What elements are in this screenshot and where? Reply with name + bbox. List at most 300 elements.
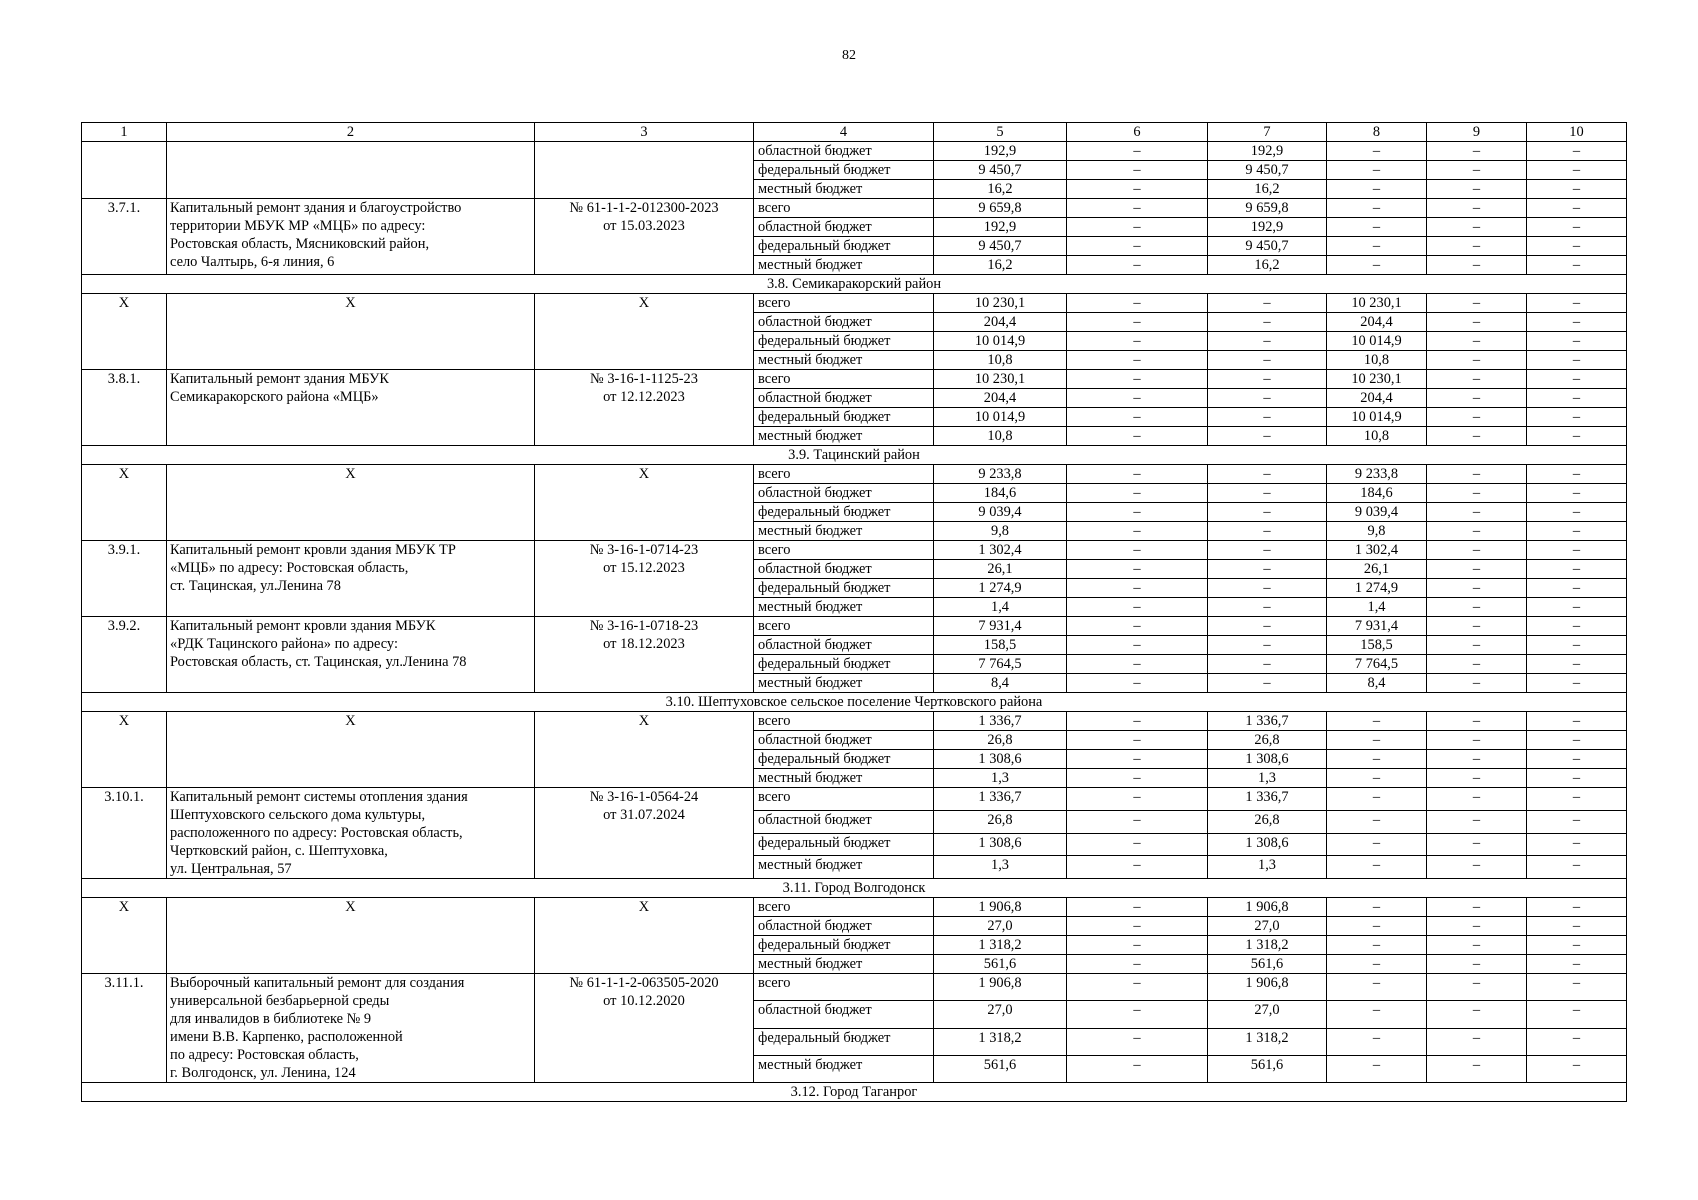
amount-cell: 10 230,1: [934, 294, 1067, 313]
amount-cell: –: [1427, 712, 1527, 731]
amount-cell: 1,3: [934, 856, 1067, 879]
funding-source: местный бюджет: [754, 351, 934, 370]
funding-source: федеральный бюджет: [754, 655, 934, 674]
amount-cell: –: [1527, 427, 1627, 446]
funding-source: областной бюджет: [754, 1001, 934, 1028]
funding-source: местный бюджет: [754, 256, 934, 275]
item-name: Х: [167, 294, 535, 370]
amount-cell: 10 014,9: [1327, 408, 1427, 427]
amount-cell: –: [1067, 522, 1208, 541]
amount-cell: –: [1527, 180, 1627, 199]
amount-cell: 192,9: [934, 218, 1067, 237]
table-row: [82, 788, 1627, 811]
funding-source: местный бюджет: [754, 674, 934, 693]
amount-cell: 7 931,4: [1327, 617, 1427, 636]
amount-cell: –: [1067, 731, 1208, 750]
amount-cell: 1,4: [934, 598, 1067, 617]
amount-cell: 9 233,8: [1327, 465, 1427, 484]
amount-cell: –: [1327, 199, 1427, 218]
amount-cell: –: [1427, 731, 1527, 750]
amount-cell: 1 906,8: [934, 898, 1067, 917]
amount-cell: 9,8: [934, 522, 1067, 541]
funding-source: областной бюджет: [754, 389, 934, 408]
amount-cell: 9 659,8: [1208, 199, 1327, 218]
amount-cell: 9 233,8: [934, 465, 1067, 484]
item-document: № 3-16-1-0718-23 от 18.12.2023: [535, 617, 754, 693]
amount-cell: –: [1527, 674, 1627, 693]
amount-cell: –: [1527, 898, 1627, 917]
item-name: Капитальный ремонт здания и благоустройство территории МБУК МР «МЦБ» по адресу: Ростовская область, Мясниковский район, село Чалтырь, 6-я линия, 6: [167, 199, 535, 275]
amount-cell: –: [1427, 856, 1527, 879]
amount-cell: –: [1527, 1055, 1627, 1082]
amount-cell: –: [1427, 617, 1527, 636]
item-document: № 3-16-1-0564-24 от 31.07.2024: [535, 788, 754, 879]
table-row: [82, 898, 1627, 917]
column-header: 5: [934, 123, 1067, 142]
amount-cell: –: [1067, 408, 1208, 427]
section-row: [82, 879, 1627, 898]
funding-source: местный бюджет: [754, 522, 934, 541]
amount-cell: 561,6: [934, 1055, 1067, 1082]
amount-cell: –: [1527, 256, 1627, 275]
amount-cell: –: [1527, 294, 1627, 313]
amount-cell: 10 230,1: [1327, 294, 1427, 313]
funding-source: федеральный бюджет: [754, 503, 934, 522]
amount-cell: –: [1067, 427, 1208, 446]
amount-cell: –: [1527, 617, 1627, 636]
amount-cell: –: [1208, 617, 1327, 636]
amount-cell: 1 906,8: [1208, 898, 1327, 917]
amount-cell: –: [1527, 579, 1627, 598]
amount-cell: 204,4: [1327, 389, 1427, 408]
amount-cell: –: [1327, 731, 1427, 750]
amount-cell: –: [1527, 408, 1627, 427]
funding-source: федеральный бюджет: [754, 833, 934, 856]
amount-cell: 7 931,4: [934, 617, 1067, 636]
amount-cell: –: [1427, 256, 1527, 275]
amount-cell: –: [1067, 465, 1208, 484]
amount-cell: 9 450,7: [934, 161, 1067, 180]
amount-cell: 10,8: [1327, 427, 1427, 446]
item-document: Х: [535, 465, 754, 541]
amount-cell: –: [1427, 898, 1527, 917]
amount-cell: 7 764,5: [934, 655, 1067, 674]
amount-cell: 9 450,7: [934, 237, 1067, 256]
amount-cell: –: [1427, 917, 1527, 936]
table-row: [82, 712, 1627, 731]
amount-cell: –: [1327, 256, 1427, 275]
amount-cell: –: [1427, 788, 1527, 811]
item-number: 3.11.1.: [82, 974, 167, 1083]
funding-source: местный бюджет: [754, 856, 934, 879]
section-title: 3.8. Семикаракорский район: [82, 275, 1627, 294]
item-document: № 3-16-1-1125-23 от 12.12.2023: [535, 370, 754, 446]
amount-cell: –: [1327, 810, 1427, 833]
amount-cell: 192,9: [1208, 218, 1327, 237]
amount-cell: –: [1208, 370, 1327, 389]
amount-cell: –: [1067, 598, 1208, 617]
amount-cell: –: [1067, 955, 1208, 974]
amount-cell: 10,8: [934, 427, 1067, 446]
amount-cell: 27,0: [1208, 917, 1327, 936]
amount-cell: –: [1327, 917, 1427, 936]
amount-cell: –: [1427, 750, 1527, 769]
item-document: Х: [535, 294, 754, 370]
amount-cell: 1 274,9: [934, 579, 1067, 598]
funding-source: всего: [754, 541, 934, 560]
amount-cell: 1 308,6: [934, 833, 1067, 856]
funding-source: всего: [754, 788, 934, 811]
amount-cell: 10 014,9: [934, 332, 1067, 351]
amount-cell: 26,1: [1327, 560, 1427, 579]
amount-cell: –: [1067, 833, 1208, 856]
amount-cell: –: [1527, 465, 1627, 484]
funding-source: местный бюджет: [754, 180, 934, 199]
column-header: 3: [535, 123, 754, 142]
amount-cell: –: [1067, 810, 1208, 833]
section-row: [82, 275, 1627, 294]
amount-cell: –: [1067, 769, 1208, 788]
amount-cell: –: [1527, 161, 1627, 180]
amount-cell: –: [1427, 503, 1527, 522]
amount-cell: –: [1427, 218, 1527, 237]
section-title: 3.9. Тацинский район: [82, 446, 1627, 465]
amount-cell: –: [1427, 810, 1527, 833]
funding-source: федеральный бюджет: [754, 408, 934, 427]
amount-cell: 1 308,6: [934, 750, 1067, 769]
amount-cell: 16,2: [934, 180, 1067, 199]
amount-cell: –: [1427, 180, 1527, 199]
amount-cell: –: [1067, 370, 1208, 389]
amount-cell: –: [1527, 1001, 1627, 1028]
amount-cell: –: [1327, 237, 1427, 256]
amount-cell: –: [1327, 898, 1427, 917]
amount-cell: –: [1327, 856, 1427, 879]
amount-cell: –: [1427, 484, 1527, 503]
amount-cell: –: [1067, 617, 1208, 636]
amount-cell: –: [1527, 936, 1627, 955]
amount-cell: –: [1527, 712, 1627, 731]
amount-cell: 9 659,8: [934, 199, 1067, 218]
amount-cell: 9 450,7: [1208, 161, 1327, 180]
funding-source: федеральный бюджет: [754, 237, 934, 256]
table-row: [82, 974, 1627, 1001]
amount-cell: –: [1208, 522, 1327, 541]
amount-cell: 27,0: [1208, 1001, 1327, 1028]
amount-cell: 26,1: [934, 560, 1067, 579]
amount-cell: 192,9: [1208, 142, 1327, 161]
amount-cell: 1 302,4: [1327, 541, 1427, 560]
funding-source: федеральный бюджет: [754, 161, 934, 180]
amount-cell: –: [1527, 313, 1627, 332]
page-number: 82: [842, 48, 856, 63]
funding-source: федеральный бюджет: [754, 936, 934, 955]
item-number: 3.8.1.: [82, 370, 167, 446]
amount-cell: –: [1067, 256, 1208, 275]
amount-cell: –: [1527, 541, 1627, 560]
funding-source: всего: [754, 974, 934, 1001]
column-header: 4: [754, 123, 934, 142]
amount-cell: –: [1427, 579, 1527, 598]
amount-cell: –: [1527, 389, 1627, 408]
amount-cell: 10,8: [1327, 351, 1427, 370]
item-number: 3.7.1.: [82, 199, 167, 275]
funding-source: областной бюджет: [754, 142, 934, 161]
amount-cell: –: [1067, 917, 1208, 936]
amount-cell: 26,8: [934, 731, 1067, 750]
amount-cell: –: [1427, 1055, 1527, 1082]
table-row: [82, 541, 1627, 560]
amount-cell: 1 906,8: [1208, 974, 1327, 1001]
column-header: 9: [1427, 123, 1527, 142]
amount-cell: –: [1327, 161, 1427, 180]
amount-cell: 7 764,5: [1327, 655, 1427, 674]
amount-cell: 9 039,4: [934, 503, 1067, 522]
item-name: [167, 142, 535, 199]
amount-cell: 1 336,7: [934, 712, 1067, 731]
amount-cell: –: [1067, 1055, 1208, 1082]
column-header: 6: [1067, 123, 1208, 142]
funding-source: всего: [754, 617, 934, 636]
amount-cell: 26,8: [934, 810, 1067, 833]
amount-cell: –: [1327, 1055, 1427, 1082]
amount-cell: 16,2: [934, 256, 1067, 275]
amount-cell: 1 336,7: [934, 788, 1067, 811]
amount-cell: –: [1208, 313, 1327, 332]
amount-cell: –: [1067, 636, 1208, 655]
amount-cell: –: [1067, 898, 1208, 917]
amount-cell: 1 318,2: [934, 936, 1067, 955]
amount-cell: 27,0: [934, 1001, 1067, 1028]
amount-cell: –: [1427, 598, 1527, 617]
item-name: Х: [167, 712, 535, 788]
amount-cell: –: [1067, 389, 1208, 408]
funding-source: областной бюджет: [754, 636, 934, 655]
funding-source: федеральный бюджет: [754, 750, 934, 769]
amount-cell: 8,4: [1327, 674, 1427, 693]
amount-cell: –: [1427, 936, 1527, 955]
amount-cell: –: [1427, 636, 1527, 655]
amount-cell: –: [1327, 788, 1427, 811]
amount-cell: –: [1327, 712, 1427, 731]
amount-cell: –: [1067, 332, 1208, 351]
amount-cell: –: [1427, 427, 1527, 446]
amount-cell: 1,3: [934, 769, 1067, 788]
amount-cell: 1 274,9: [1327, 579, 1427, 598]
funding-source: всего: [754, 294, 934, 313]
amount-cell: –: [1327, 142, 1427, 161]
table-body: [82, 123, 1627, 1102]
amount-cell: –: [1327, 955, 1427, 974]
item-document: № 3-16-1-0714-23 от 15.12.2023: [535, 541, 754, 617]
table-row: [82, 617, 1627, 636]
amount-cell: –: [1208, 503, 1327, 522]
amount-cell: –: [1067, 541, 1208, 560]
table-row: [82, 294, 1627, 313]
funding-source: местный бюджет: [754, 1055, 934, 1082]
column-header: 7: [1208, 123, 1327, 142]
amount-cell: –: [1208, 465, 1327, 484]
amount-cell: –: [1527, 955, 1627, 974]
amount-cell: –: [1327, 974, 1427, 1001]
funding-source: федеральный бюджет: [754, 579, 934, 598]
amount-cell: –: [1067, 218, 1208, 237]
funding-source: всего: [754, 199, 934, 218]
amount-cell: –: [1067, 560, 1208, 579]
amount-cell: –: [1527, 1028, 1627, 1055]
amount-cell: 184,6: [934, 484, 1067, 503]
amount-cell: –: [1067, 199, 1208, 218]
amount-cell: –: [1427, 199, 1527, 218]
amount-cell: 1 336,7: [1208, 712, 1327, 731]
funding-source: всего: [754, 370, 934, 389]
amount-cell: 10 230,1: [1327, 370, 1427, 389]
amount-cell: –: [1527, 655, 1627, 674]
item-name: Х: [167, 898, 535, 974]
item-name: Капитальный ремонт системы отопления здания Шептуховского сельского дома культуры, расположенного по адресу: Ростовская область, Чертковский район, с. Шептуховка, ул. Центральная, 57: [167, 788, 535, 879]
table-row: [82, 199, 1627, 218]
amount-cell: –: [1427, 522, 1527, 541]
amount-cell: –: [1427, 142, 1527, 161]
amount-cell: 158,5: [934, 636, 1067, 655]
item-document: Х: [535, 898, 754, 974]
amount-cell: –: [1427, 1001, 1527, 1028]
amount-cell: –: [1527, 769, 1627, 788]
funding-source: областной бюджет: [754, 218, 934, 237]
funding-source: федеральный бюджет: [754, 332, 934, 351]
amount-cell: –: [1067, 974, 1208, 1001]
amount-cell: 184,6: [1327, 484, 1427, 503]
amount-cell: 1,3: [1208, 769, 1327, 788]
amount-cell: –: [1208, 560, 1327, 579]
amount-cell: –: [1527, 199, 1627, 218]
amount-cell: –: [1208, 389, 1327, 408]
amount-cell: –: [1527, 484, 1627, 503]
amount-cell: 1,3: [1208, 856, 1327, 879]
amount-cell: 204,4: [1327, 313, 1427, 332]
section-title: 3.12. Город Таганрог: [82, 1083, 1627, 1102]
funding-source: федеральный бюджет: [754, 1028, 934, 1055]
item-name: Капитальный ремонт кровли здания МБУК ТР «МЦБ» по адресу: Ростовская область, ст. Тацинская, ул.Ленина 78: [167, 541, 535, 617]
section-title: 3.10. Шептуховское сельское поселение Чертковского района: [82, 693, 1627, 712]
amount-cell: –: [1208, 674, 1327, 693]
amount-cell: 158,5: [1327, 636, 1427, 655]
column-header: 10: [1527, 123, 1627, 142]
amount-cell: 1 336,7: [1208, 788, 1327, 811]
amount-cell: –: [1527, 522, 1627, 541]
amount-cell: –: [1427, 974, 1527, 1001]
amount-cell: 10 230,1: [934, 370, 1067, 389]
funding-source: областной бюджет: [754, 313, 934, 332]
section-row: [82, 693, 1627, 712]
amount-cell: –: [1067, 579, 1208, 598]
amount-cell: 27,0: [934, 917, 1067, 936]
amount-cell: –: [1427, 541, 1527, 560]
amount-cell: –: [1067, 750, 1208, 769]
funding-source: областной бюджет: [754, 731, 934, 750]
amount-cell: –: [1327, 750, 1427, 769]
amount-cell: –: [1427, 294, 1527, 313]
funding-source: всего: [754, 898, 934, 917]
item-name: Капитальный ремонт здания МБУК Семикаракорского района «МЦБ»: [167, 370, 535, 446]
amount-cell: 9 450,7: [1208, 237, 1327, 256]
amount-cell: –: [1427, 769, 1527, 788]
amount-cell: –: [1067, 655, 1208, 674]
amount-cell: –: [1208, 636, 1327, 655]
amount-cell: –: [1527, 370, 1627, 389]
amount-cell: –: [1427, 370, 1527, 389]
amount-cell: 16,2: [1208, 256, 1327, 275]
amount-cell: –: [1427, 674, 1527, 693]
item-document: № 61-1-1-2-063505-2020 от 10.12.2020: [535, 974, 754, 1083]
amount-cell: –: [1327, 180, 1427, 199]
amount-cell: –: [1427, 560, 1527, 579]
item-document: № 61-1-1-2-012300-2023 от 15.03.2023: [535, 199, 754, 275]
amount-cell: –: [1427, 655, 1527, 674]
amount-cell: –: [1427, 313, 1527, 332]
amount-cell: 1 318,2: [934, 1028, 1067, 1055]
amount-cell: 10 014,9: [934, 408, 1067, 427]
amount-cell: –: [1527, 833, 1627, 856]
section-row: [82, 1083, 1627, 1102]
amount-cell: –: [1067, 1028, 1208, 1055]
column-header: 8: [1327, 123, 1427, 142]
amount-cell: –: [1527, 218, 1627, 237]
amount-cell: –: [1067, 856, 1208, 879]
amount-cell: 26,8: [1208, 810, 1327, 833]
item-name: Выборочный капитальный ремонт для создания универсальной безбарьерной среды для инвалидов в библиотеке № 9 имени В.В. Карпенко, расположенной по адресу: Ростовская область, г. Волгодонск, ул. Ленина, 124: [167, 974, 535, 1083]
funding-source: всего: [754, 712, 934, 731]
item-number: Х: [82, 294, 167, 370]
amount-cell: 10,8: [934, 351, 1067, 370]
amount-cell: –: [1427, 955, 1527, 974]
amount-cell: 561,6: [1208, 955, 1327, 974]
section-title: 3.11. Город Волгодонск: [82, 879, 1627, 898]
amount-cell: –: [1208, 332, 1327, 351]
amount-cell: –: [1527, 351, 1627, 370]
amount-cell: –: [1427, 1028, 1527, 1055]
amount-cell: 1 308,6: [1208, 833, 1327, 856]
amount-cell: –: [1527, 974, 1627, 1001]
table-row: [82, 465, 1627, 484]
amount-cell: 16,2: [1208, 180, 1327, 199]
amount-cell: –: [1067, 313, 1208, 332]
funding-source: местный бюджет: [754, 598, 934, 617]
amount-cell: 1 308,6: [1208, 750, 1327, 769]
table-row: [82, 142, 1627, 161]
amount-cell: –: [1067, 161, 1208, 180]
item-number: 3.9.2.: [82, 617, 167, 693]
amount-cell: –: [1067, 712, 1208, 731]
amount-cell: –: [1527, 503, 1627, 522]
amount-cell: –: [1527, 750, 1627, 769]
amount-cell: –: [1527, 142, 1627, 161]
column-header: 2: [167, 123, 535, 142]
amount-cell: –: [1427, 332, 1527, 351]
amount-cell: –: [1427, 389, 1527, 408]
amount-cell: –: [1208, 598, 1327, 617]
item-number: Х: [82, 465, 167, 541]
amount-cell: –: [1067, 142, 1208, 161]
item-document: Х: [535, 712, 754, 788]
amount-cell: –: [1067, 1001, 1208, 1028]
item-number: 3.10.1.: [82, 788, 167, 879]
amount-cell: –: [1067, 351, 1208, 370]
amount-cell: –: [1527, 788, 1627, 811]
amount-cell: 9,8: [1327, 522, 1427, 541]
amount-cell: –: [1527, 856, 1627, 879]
item-document: [535, 142, 754, 199]
